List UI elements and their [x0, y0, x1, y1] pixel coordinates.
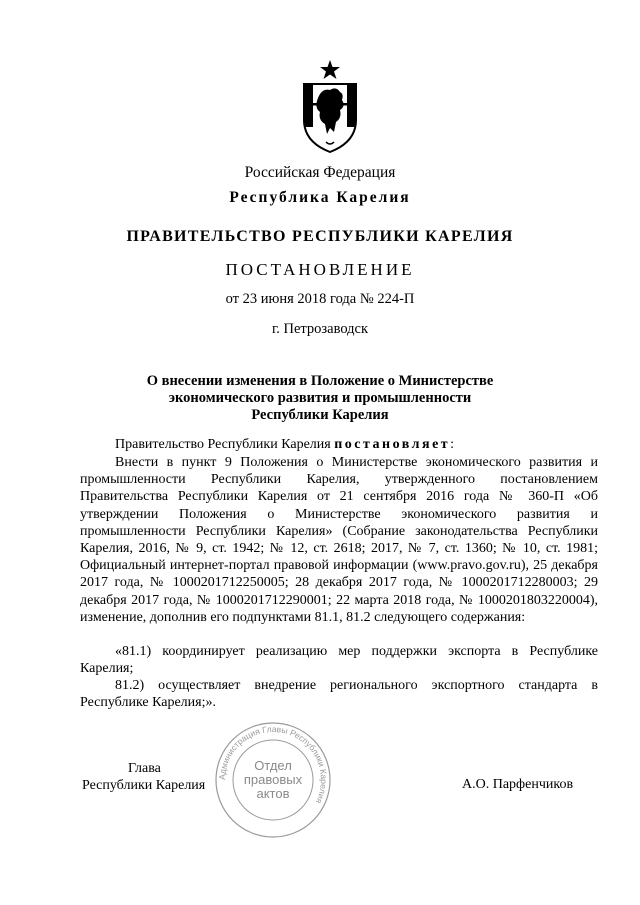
signatory-title-line: Глава — [128, 761, 161, 776]
subject-line: О внесении изменения в Положение о Министерстве — [146, 373, 494, 389]
subject-line: Республики Карелия — [251, 407, 389, 423]
stamp-line: правовых — [243, 772, 303, 787]
paragraph-81-2 — [80, 677, 598, 711]
government-title: ПРАВИТЕЛЬСТВО РЕСПУБЛИКИ КАРЕЛИЯ — [126, 228, 514, 245]
document-date-number: от 23 июня 2018 года № 224-П — [225, 291, 415, 307]
signatory-title-line: Республики Карелия — [82, 778, 206, 793]
subject-line: экономического развития и промышленности — [168, 390, 472, 406]
lead-keyword: постановляет — [334, 437, 451, 452]
republic-name: Республика Карелия — [229, 189, 411, 206]
signatory-name: А.О. Парфенчиков — [462, 777, 574, 792]
paragraph-81-1 — [80, 643, 598, 677]
stamp-line: актов — [256, 786, 290, 801]
paragraph-main — [80, 454, 598, 626]
coat-of-arms-emblem — [300, 58, 360, 154]
lead-suffix: : — [450, 437, 455, 452]
stamp-ring-text: Администрация Главы Республики Карелия — [216, 723, 330, 806]
document-type: ПОСТАНОВЛЕНИЕ — [225, 260, 415, 279]
official-stamp — [213, 720, 333, 840]
document-subject — [0, 373, 640, 424]
paragraph-text: «81.1) координирует реализацию мер поддержки экспорта в Республике Карелия; — [80, 644, 598, 677]
document-city: г. Петрозаводск — [271, 321, 369, 337]
paragraph-text: 81.2) осуществляет внедрение регионального экспортного стандарта в Республике Карелия;». — [80, 678, 598, 711]
signatory-title — [82, 760, 205, 794]
country-name: Российская Федерация — [244, 164, 396, 181]
stamp-line: Отдел — [254, 758, 292, 773]
paragraph-text: Внести в пункт 9 Положения о Министерстве экономического развития и промышленности Республики Карелия, утвержденного постановлением Правительства Республики Карелия от 21 сентября 2016 года № 360-П «Об утверждении Положения о Министерстве экономического развития и промышленности Республики Карелия» (Собрание законодательства Республики Карелия, 2016, № 9, ст. 1942; № 12, ст. 2618; 2017, № 7, ст. 1360; № 10, ст. 1981; Официальный интернет-портал правовой информации (www.pravo.gov.ru), 25 декабря 2017 года, № 1000201712250005; 28 декабря 2017 года, № 1000201712280003; 29 декабря 2017 года, № 1000201712290001; 22 марта 2018 года, № 1000201803220004), изменение, дополнив его подпунктами 81.1, 81.2 следующего содержания: — [80, 455, 598, 625]
resolution-lead — [80, 437, 598, 453]
lead-prefix: Правительство Республики Карелия — [115, 437, 335, 452]
